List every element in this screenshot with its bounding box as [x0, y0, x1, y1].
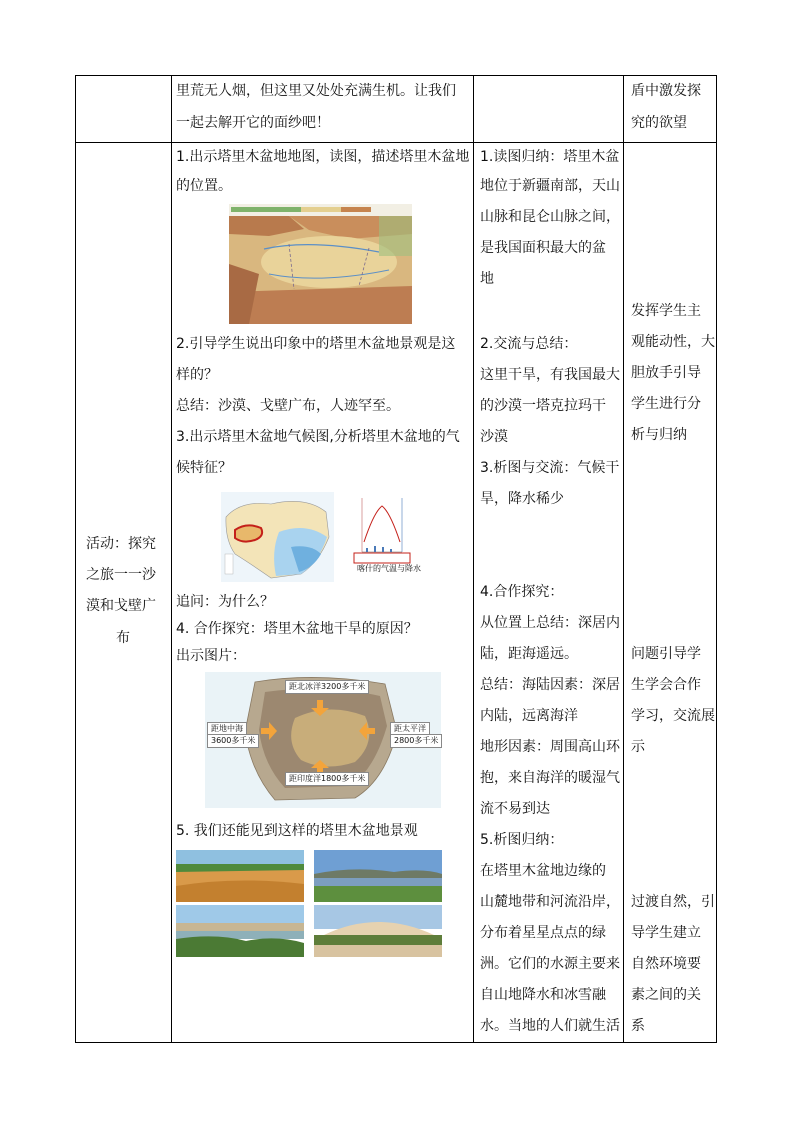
- intent-c-line: 导学生建立: [631, 925, 701, 941]
- intent-a-line: 发挥学生主: [631, 303, 701, 319]
- oasis-dune-photo: [314, 905, 442, 957]
- intent-b-line: 学习，交流展: [631, 708, 715, 724]
- student-step2-line: 2.交流与总结：: [480, 336, 578, 352]
- activity-title-line: 之旅一一沙: [86, 567, 156, 583]
- student-step5-line: 山麓地带和河流沿岸，: [480, 894, 620, 910]
- desert-dunes-photo: [176, 850, 304, 902]
- teacher-step4-line: 4. 合作探究：塔里木盆地干旱的原因？: [176, 621, 418, 637]
- teacher-followup: 追问：为什么？: [176, 594, 274, 610]
- intent-a-line: 析与归纳: [631, 427, 687, 443]
- china-precipitation-map: [221, 492, 334, 582]
- teacher-step3-line: 3.出示塔里木盆地气候图,分析塔里木盆地的气: [176, 429, 460, 445]
- column-divider: [623, 76, 624, 1042]
- label-mediterranean-km: 3600多千米: [207, 734, 259, 748]
- student-step4-line: 陆，距海遥远。: [480, 646, 578, 662]
- student-step1-line: 地: [480, 271, 494, 287]
- intent-b-line: 生学会合作: [631, 677, 701, 693]
- student-step5-line: 5.析图归纳：: [480, 832, 564, 848]
- intent-a-line: 观能动性，大: [631, 334, 715, 350]
- desert-river-photo: [176, 905, 304, 957]
- tarim-basin-map: [229, 204, 412, 324]
- student-step1-line: 山脉和昆仑山脉之间，: [480, 209, 620, 225]
- climate-chart-caption: 喀什的气温与降水: [357, 564, 421, 573]
- student-step1-line: 1.读图归纳：塔里木盆: [480, 149, 620, 165]
- label-mediterranean-distance: 距地中海: [207, 722, 247, 736]
- teacher-step4-show: 出示图片：: [176, 648, 246, 664]
- row1-intent-line: 盾中激发探: [631, 83, 701, 99]
- intent-b-line: 问题引导学: [631, 646, 701, 662]
- column-divider: [171, 76, 172, 1042]
- student-step5-line: 在塔里木盆地边缘的: [480, 863, 606, 879]
- row1-intent-line: 究的欲望: [631, 115, 687, 131]
- teacher-step5-line: 5. 我们还能见到这样的塔里木盆地景观: [176, 823, 418, 839]
- student-step4-line: 总结：海陆因素：深居: [480, 677, 620, 693]
- intent-b-line: 示: [631, 739, 645, 755]
- student-step2-line: 的沙漠一塔克拉玛干: [480, 398, 606, 414]
- student-step4-line: 地形因素：周围高山环: [480, 739, 620, 755]
- intent-c-line: 自然环境要: [631, 956, 701, 972]
- student-step2-line: 这里干旱，有我国最大: [480, 367, 620, 383]
- teacher-step2-summary: 总结：沙漠、戈壁广布，人迹罕至。: [176, 398, 400, 414]
- teacher-step2-line: 样的？: [176, 367, 218, 383]
- student-step5-line: 洲。它们的水源主要来: [480, 956, 620, 972]
- intent-c-line: 过渡自然，引: [631, 894, 715, 910]
- teacher-step1-line: 1.出示塔里木盆地地图，读图，描述塔里木盆地: [176, 149, 470, 165]
- teacher-step3-line: 候特征？: [176, 460, 232, 476]
- student-step1-line: 地位于新疆南部，天山: [480, 178, 620, 194]
- column-divider: [473, 76, 474, 1042]
- row1-teacher-line: 里荒无人烟，但这里又处处充满生机。让我们: [176, 83, 456, 99]
- student-step5-line: 分布着星星点点的绿: [480, 925, 606, 941]
- activity-title-line: 漠和戈壁广: [86, 598, 156, 614]
- label-indian-distance: 距印度洋1800多千米: [285, 772, 369, 786]
- row-divider: [76, 142, 716, 143]
- student-step4-line: 抱，来自海洋的暖湿气: [480, 770, 620, 786]
- activity-title-line: 活动：探究: [86, 536, 156, 552]
- label-pacific-km: 2800多千米: [390, 734, 442, 748]
- student-step3-line: 3.析图与交流：气候干: [480, 460, 620, 476]
- teacher-step2-line: 2.引导学生说出印象中的塔里木盆地景观是这: [176, 336, 456, 352]
- student-step2-line: 沙漠: [480, 429, 508, 445]
- teacher-step1-line: 的位置。: [176, 178, 232, 194]
- student-step5-line: 自山地降水和冰雪融: [480, 987, 606, 1003]
- student-step3-line: 旱，降水稀少: [480, 491, 564, 507]
- student-step5-line: 水。当地的人们就生活: [480, 1018, 620, 1034]
- grassland-lake-photo: [314, 850, 442, 902]
- student-step4-line: 内陆，远离海洋: [480, 708, 578, 724]
- intent-a-line: 胆放手引导: [631, 365, 701, 381]
- intent-c-line: 系: [631, 1018, 645, 1034]
- student-step1-line: 是我国面积最大的盆: [480, 240, 606, 256]
- activity-title-line: 布: [116, 630, 130, 646]
- row1-teacher-line: 一起去解开它的面纱吧！: [176, 115, 330, 131]
- intent-c-line: 素之间的关: [631, 987, 701, 1003]
- student-step4-line: 从位置上总结：深居内: [480, 615, 620, 631]
- student-step4-line: 流不易到达: [480, 801, 550, 817]
- label-arctic-distance: 距北冰洋3200多千米: [285, 680, 369, 694]
- student-step4-line: 4.合作探究：: [480, 584, 564, 600]
- label-pacific-distance: 距太平洋: [390, 722, 430, 736]
- intent-a-line: 学生进行分: [631, 396, 701, 412]
